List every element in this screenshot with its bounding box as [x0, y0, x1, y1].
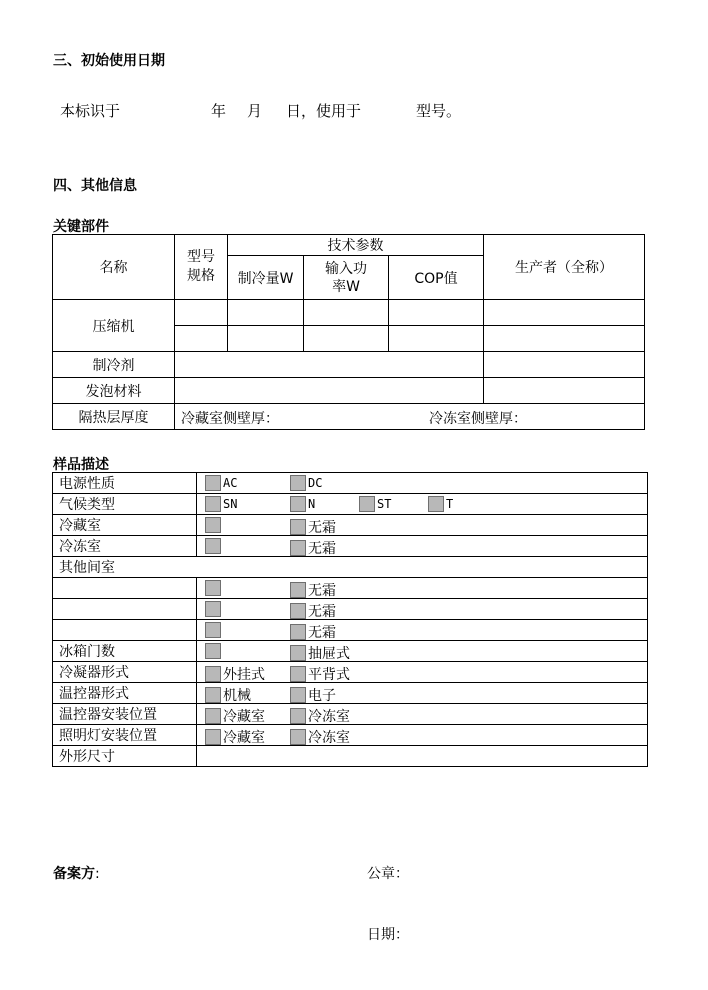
cell [484, 326, 645, 352]
option-item[interactable] [205, 601, 223, 617]
option-item[interactable] [205, 727, 265, 747]
option-item[interactable] [290, 601, 336, 621]
header-input-power: 输入功率W [304, 256, 389, 300]
option-label: 无霜 [308, 604, 336, 620]
sample-row-label: 冷冻室 [53, 536, 197, 557]
option-label: 无霜 [308, 541, 336, 557]
cell [175, 378, 484, 404]
sample-row-options [197, 662, 648, 683]
sample-row-label: 温控器形式 [53, 683, 197, 704]
sample-row-label: 电源性质 [53, 473, 197, 494]
cell [484, 352, 645, 378]
checkbox-icon[interactable] [205, 729, 221, 745]
cell [389, 300, 484, 326]
sample-desc-title: 样品描述 [53, 457, 109, 473]
sample-row [53, 599, 648, 620]
date-label: 日期： [367, 927, 409, 943]
cell [484, 378, 645, 404]
option-label: 电子 [308, 688, 336, 704]
option-label: ST [377, 497, 392, 511]
option-label: N [308, 497, 316, 511]
checkbox-icon[interactable] [205, 643, 221, 659]
checkbox-icon[interactable] [428, 496, 444, 512]
option-item[interactable] [205, 685, 251, 705]
checkbox-icon[interactable] [359, 496, 375, 512]
fridge-wall-label: 冷藏室侧壁厚： [181, 411, 279, 427]
sample-row-label [53, 578, 197, 599]
option-label: T [446, 497, 454, 511]
sample-row [53, 641, 648, 662]
checkbox-icon[interactable] [290, 624, 306, 640]
header-name: 名称 [53, 235, 175, 300]
checkbox-icon[interactable] [290, 603, 306, 619]
option-item[interactable] [205, 580, 223, 596]
option-item[interactable] [290, 475, 322, 491]
sample-row [53, 662, 648, 683]
checkbox-icon[interactable] [205, 538, 221, 554]
option-item[interactable] [290, 685, 336, 705]
option-label: 冷冻室 [308, 730, 350, 746]
filer-field [53, 863, 100, 883]
sample-row [53, 725, 648, 746]
sample-row-label: 其他间室 [53, 557, 648, 578]
header-model: 型号规格 [175, 235, 228, 300]
option-label: DC [308, 476, 323, 490]
option-item[interactable] [290, 706, 350, 726]
row-insulation: 隔热层厚度 [53, 404, 175, 430]
sample-row-label: 冷藏室 [53, 515, 197, 536]
option-item[interactable] [205, 643, 223, 659]
sample-row-options [197, 641, 648, 662]
option-label: 无霜 [308, 625, 336, 641]
option-item[interactable] [290, 517, 336, 537]
option-item[interactable] [205, 475, 237, 491]
option-label: 冷藏室 [223, 730, 265, 746]
option-label: 抽屉式 [308, 646, 350, 662]
key-parts-table [52, 234, 645, 430]
sample-row-label: 气候类型 [53, 494, 197, 515]
cell [175, 300, 228, 326]
header-cop: COP值 [389, 256, 484, 300]
sample-row [53, 536, 648, 557]
sample-row [53, 515, 648, 536]
checkbox-icon[interactable] [290, 666, 306, 682]
sample-row-options [197, 620, 648, 641]
option-item[interactable] [290, 622, 336, 642]
option-item[interactable] [359, 496, 391, 512]
option-label: 冷藏室 [223, 709, 265, 725]
option-label: 冷冻室 [308, 709, 350, 725]
cell [175, 326, 228, 352]
option-label: 平背式 [308, 667, 350, 683]
sample-row-options [197, 536, 648, 557]
section4-heading: 四、其他信息 [53, 178, 137, 194]
checkbox-icon[interactable] [290, 496, 306, 512]
option-item[interactable] [290, 580, 336, 600]
freezer-wall-label: 冷冻室侧壁厚： [429, 411, 527, 427]
option-item[interactable] [290, 643, 350, 663]
option-label: 机械 [223, 688, 251, 704]
checkbox-icon[interactable] [205, 601, 221, 617]
cell [175, 352, 484, 378]
sample-row-options [197, 746, 648, 767]
option-item[interactable] [205, 538, 223, 554]
option-label: AC [223, 476, 238, 490]
sample-desc-table [52, 472, 648, 767]
cell [389, 326, 484, 352]
option-item[interactable] [205, 664, 265, 684]
row-compressor: 压缩机 [53, 300, 175, 352]
cell [228, 326, 304, 352]
section3-heading: 三、初始使用日期 [53, 53, 165, 69]
sample-row-label [53, 599, 197, 620]
cell [304, 326, 389, 352]
sample-row [53, 557, 648, 578]
sample-row [53, 620, 648, 641]
header-tech-params: 技术参数 [228, 235, 484, 256]
checkbox-icon[interactable] [290, 519, 306, 535]
sample-row-label: 外形尺寸 [53, 746, 197, 767]
usage-day: 日，使用于 [286, 102, 362, 120]
sample-row-options [197, 599, 648, 620]
sample-row [53, 704, 648, 725]
sample-row-options [197, 683, 648, 704]
sample-row-options [197, 704, 648, 725]
checkbox-icon[interactable] [290, 645, 306, 661]
checkbox-icon[interactable] [205, 622, 221, 638]
cell [228, 300, 304, 326]
usage-line-start: 本标识于 [60, 102, 121, 120]
option-item[interactable] [205, 706, 265, 726]
sample-row [53, 746, 648, 767]
sample-row-label: 温控器安装位置 [53, 704, 197, 725]
option-item[interactable] [205, 517, 223, 533]
option-label: 无霜 [308, 583, 336, 599]
usage-year: 年 [211, 102, 227, 120]
sample-row-label: 照明灯安装位置 [53, 725, 197, 746]
option-item[interactable] [428, 496, 453, 512]
sample-row [53, 578, 648, 599]
checkbox-icon[interactable] [205, 687, 221, 703]
option-item[interactable] [290, 727, 350, 747]
option-item[interactable] [205, 496, 237, 512]
option-item[interactable] [290, 538, 336, 558]
checkbox-icon[interactable] [205, 475, 221, 491]
checkbox-icon[interactable] [290, 708, 306, 724]
option-label: 无霜 [308, 520, 336, 536]
sample-row [53, 683, 648, 704]
sample-row-options [197, 515, 648, 536]
key-parts-title: 关键部件 [53, 219, 109, 235]
row-foam: 发泡材料 [53, 378, 175, 404]
sample-row-options [197, 473, 648, 494]
sample-row-options [197, 725, 648, 746]
checkbox-icon[interactable] [290, 540, 306, 556]
header-cooling-capacity: 制冷量W [228, 256, 304, 300]
sample-row-options [197, 578, 648, 599]
checkbox-icon[interactable] [290, 582, 306, 598]
usage-month: 月 [247, 102, 263, 120]
sample-row [53, 473, 648, 494]
checkbox-icon[interactable] [290, 729, 306, 745]
filer-label: 备案方 [53, 866, 95, 882]
checkbox-icon[interactable] [205, 580, 221, 596]
checkbox-icon[interactable] [290, 687, 306, 703]
option-item[interactable] [290, 496, 315, 512]
filer-colon: : [95, 866, 100, 882]
option-item[interactable] [290, 664, 350, 684]
row-refrigerant: 制冷剂 [53, 352, 175, 378]
sample-row-options [197, 494, 648, 515]
option-item[interactable] [205, 622, 223, 638]
checkbox-icon[interactable] [205, 708, 221, 724]
sample-row-label [53, 620, 197, 641]
option-label: 外挂式 [223, 667, 265, 683]
checkbox-icon[interactable] [205, 496, 221, 512]
usage-model: 型号。 [416, 102, 462, 120]
seal-label: 公章： [367, 866, 409, 882]
sample-row [53, 494, 648, 515]
sample-row-label: 冷凝器形式 [53, 662, 197, 683]
checkbox-icon[interactable] [290, 475, 306, 491]
sample-row-label: 冰箱门数 [53, 641, 197, 662]
checkbox-icon[interactable] [205, 517, 221, 533]
insulation-values [175, 404, 645, 430]
checkbox-icon[interactable] [205, 666, 221, 682]
option-label: SN [223, 497, 238, 511]
cell [484, 300, 645, 326]
header-manufacturer: 生产者（全称） [484, 235, 645, 300]
cell [304, 300, 389, 326]
